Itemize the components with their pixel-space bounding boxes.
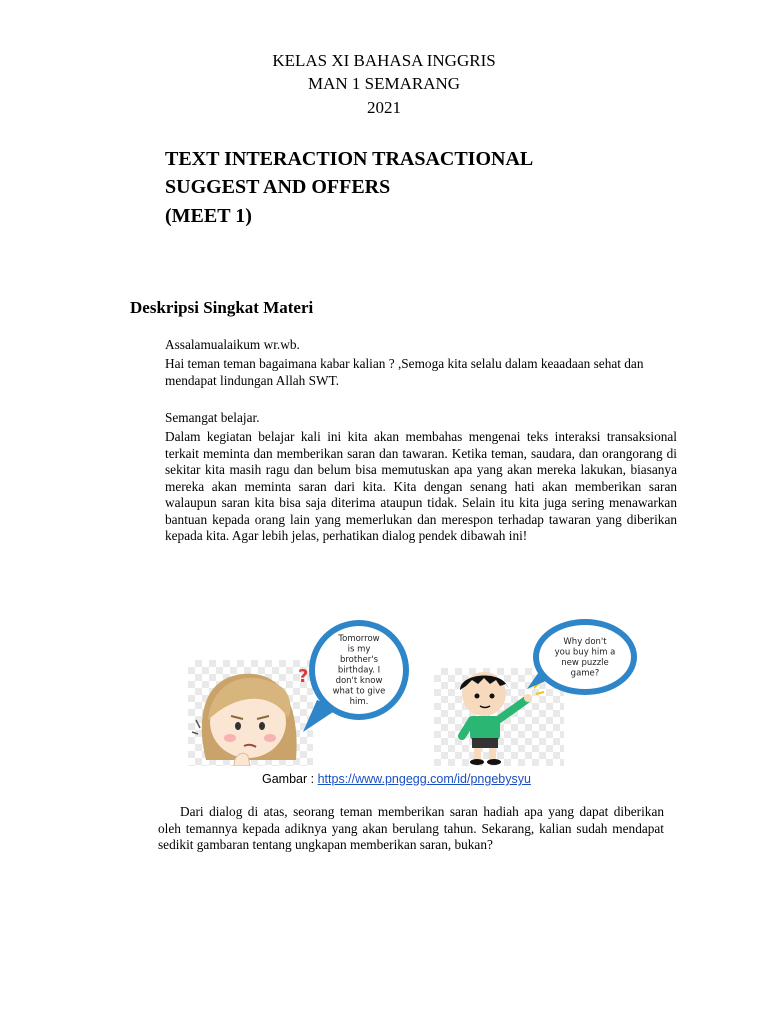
- title-line-1: TEXT INTERACTION TRASACTIONAL: [165, 148, 534, 170]
- bubble-right-line: game?: [570, 668, 600, 679]
- image-source-link[interactable]: https://www.pngegg.com/id/png: [317, 772, 492, 786]
- greeting-text: Assalamualaikum wr.wb.: [165, 337, 300, 352]
- bubble-left-line: him.: [349, 697, 369, 707]
- bubble-right-line: Why don't: [563, 637, 607, 647]
- bubble-right-line: new puzzle: [561, 658, 609, 668]
- semangat-text: Semangat belajar.: [165, 410, 260, 425]
- title-line-2: SUGGEST AND OFFERS: [165, 176, 391, 198]
- caption-label: Gambar :: [262, 772, 315, 786]
- intro-paragraph: Hai teman teman bagaimana kabar kalian ? ,Semoga kita selalu dalam keaadaan sehat dan mendapat lindungan Allah SWT.: [165, 356, 644, 388]
- svg-text:?: ?: [298, 666, 309, 687]
- class-label: KELAS XI BAHASA INGGRIS: [272, 51, 496, 70]
- bubble-left-line: don't know: [335, 676, 383, 686]
- bubble-left-line: brother's: [339, 655, 379, 665]
- body-paragraph: Dalam kegiatan belajar kali ini kita akan membahas mengenai teks interaksi transaksional terkait meminta dan memberikan saran dan tawaran. Ketika teman, saudara, dan orangorang di sekitar kita masih ragu dan belum bisa memutuskan apa yang akan mereka lakukan, biasanya mereka akan meminta saran dari kita. Kita dengan senang hati akan memberikan saran walaupun saran kita bisa saja diterima ataupun tidak. Selain itu kita juga sering menawarkan bantuan kepada orang lain yang memerlukan dan merespon terhadap tawaran yang diberikan kepada kita. Agar lebih jelas, perhatikan dialog pendek dibawah ini!: [165, 429, 677, 543]
- image-caption: [262, 772, 531, 786]
- school-name: MAN 1 SEMARANG: [307, 74, 461, 93]
- bubble-left-line: what to give: [332, 686, 386, 697]
- speech-bubble-left: [297, 612, 417, 736]
- girl-illustration: [188, 660, 313, 766]
- bubble-left-line: birthday. I: [337, 665, 381, 676]
- bubble-left-line: Tomorrow: [338, 634, 380, 644]
- bubble-left-line: is my: [347, 644, 371, 655]
- bubble-right-line: you buy him a: [554, 647, 616, 658]
- image-source-link-suffix[interactable]: ebysyu: [491, 772, 531, 786]
- speech-bubble-right: [527, 617, 637, 701]
- closing-paragraph: Dari dialog di atas, seorang teman memberikan saran hadiah apa yang dapat diberikan oleh temannya kepada adiknya yang akan berulang tahun. Sekarang, kalian sudah mendapat sedikit gambaran tentang ungkapan memberikan saran, bukan?: [158, 804, 664, 852]
- title-line-3: (MEET 1): [165, 205, 252, 227]
- year-label: 2021: [367, 98, 401, 117]
- section-heading: Deskripsi Singkat Materi: [130, 298, 314, 317]
- confused-girl-icon: [188, 660, 313, 766]
